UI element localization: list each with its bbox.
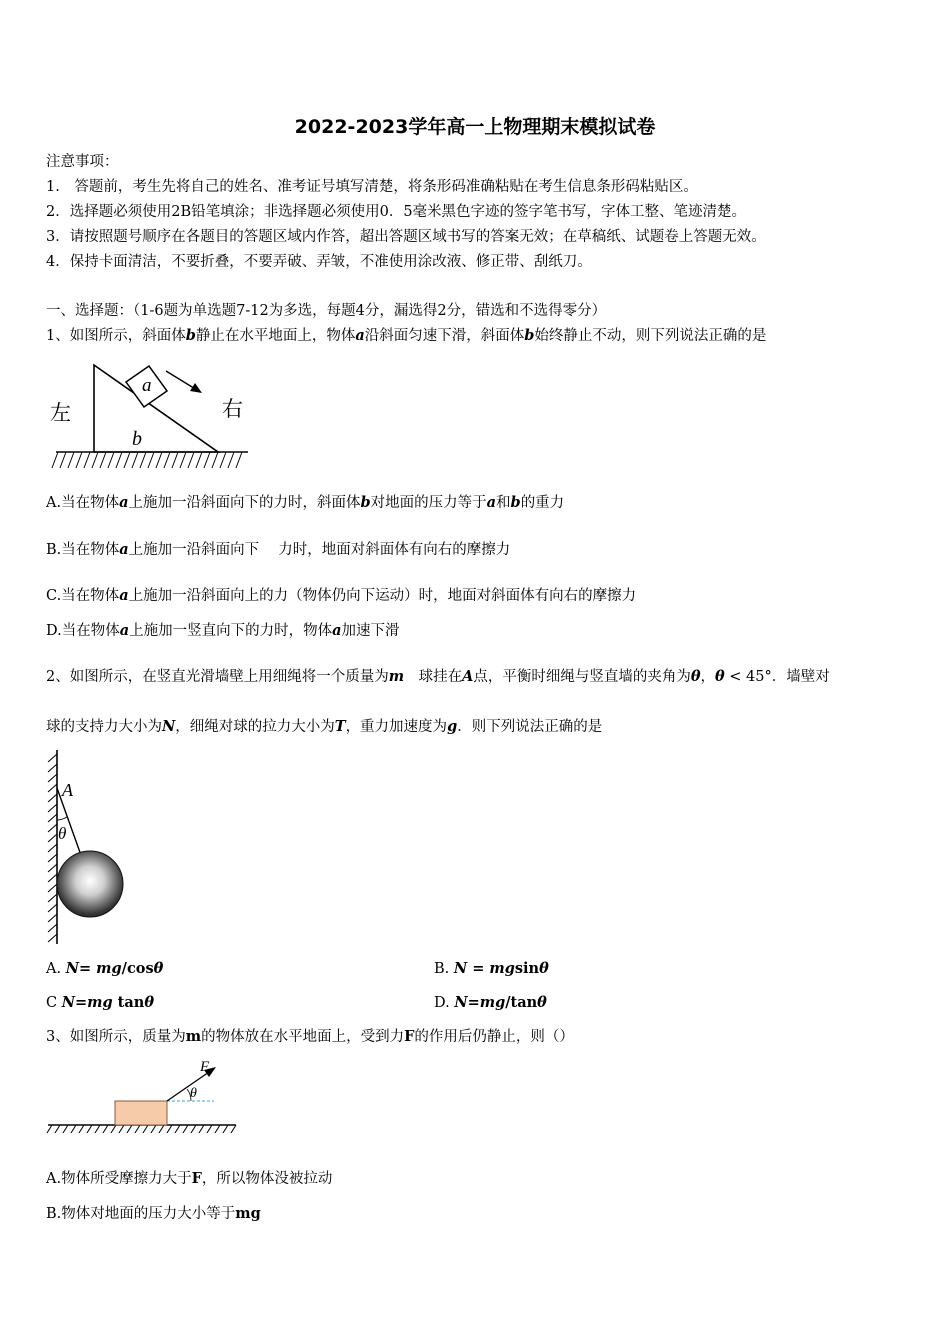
motion-arrow xyxy=(166,371,197,390)
q2-wall-ball-figure xyxy=(40,748,140,948)
q1-option-a: A.当在物体a上施加一沿斜面向下的力时，斜面体b对地面的压力等于a和b的重力 xyxy=(46,494,565,511)
q1-stem: 1、如图所示，斜面体b静止在水平地面上，物体a沿斜面匀速下滑，斜面体b始终静止不动，则下列说法正确的是 xyxy=(46,327,767,344)
force-f-line xyxy=(167,1072,209,1101)
left-label: 左 xyxy=(50,401,71,425)
q3-option-a: A.物体所受摩擦力大于F，所以物体没被拉动 xyxy=(46,1170,333,1187)
notice-item-4: 4．保持卡面清洁，不要折叠，不要弄破、弄皱，不准使用涂改液、修正带、刮纸刀。 xyxy=(46,254,592,270)
q2-stem-line-1: 2、如图所示，在竖直光滑墙壁上用细绳将一个质量为m 球挂在A点，平衡时细绳与竖直墙的夹角为θ，θ < 45°．墙壁对 xyxy=(46,668,830,685)
page-title: 2022-2023学年高一上物理期末模拟试卷 xyxy=(294,116,656,138)
q3-option-b: B.物体对地面的压力大小等于mg xyxy=(46,1205,261,1222)
q2-option-c: C N=mg tanθ xyxy=(46,994,154,1011)
q3-block-force-figure xyxy=(44,1056,244,1138)
q2-option-b: B. N = mgsinθ xyxy=(434,960,549,977)
point-a-label: A xyxy=(62,780,73,800)
angle-arc xyxy=(57,817,67,820)
theta-label: θ xyxy=(58,824,67,843)
motion-arrowhead xyxy=(190,383,202,393)
section-heading: 一、选择题：（1-6题为单选题7-12为多选，每题4分，漏选得2分，错选和不选得零分） xyxy=(46,303,607,319)
q1-incline-figure xyxy=(44,358,254,476)
notice-item-3: 3．请按照题号顺序在各题目的答题区域内作答，超出答题区域书写的答案无效；在草稿纸、试题卷上答题无效。 xyxy=(46,229,766,245)
notice-item-1: 1. 答题前，考生先将自己的姓名、准考证号填写清楚，将条形码准确粘贴在考生信息条形码粘贴区。 xyxy=(46,179,698,195)
right-label: 右 xyxy=(222,397,243,421)
q2-option-a: A. N= mg/cosθ xyxy=(46,960,164,977)
q1-option-b: B.当在物体a上施加一沿斜面向下 力时，地面对斜面体有向右的摩擦力 xyxy=(46,541,511,558)
ground-hatching xyxy=(47,1125,236,1133)
notice-heading: 注意事项： xyxy=(46,154,119,170)
q1-option-d: D.当在物体a上施加一竖直向下的力时，物体a加速下滑 xyxy=(46,622,400,639)
theta-label: θ xyxy=(190,1086,197,1101)
ball xyxy=(57,851,123,917)
q3-stem: 3、如图所示，质量为m的物体放在水平地面上，受到力F的作用后仍静止，则（） xyxy=(46,1028,574,1045)
block xyxy=(115,1101,167,1125)
force-f-label: F xyxy=(200,1059,210,1075)
q2-stem-line-2: 球的支持力大小为N，细绳对球的拉力大小为T，重力加速度为g．则下列说法正确的是 xyxy=(46,718,603,735)
wedge-b-label: b xyxy=(132,428,142,450)
wall-hatching xyxy=(48,754,57,942)
notice-item-2: 2．选择题必须使用2B铅笔填涂；非选择题必须使用0．5毫米黑色字迹的签字笔书写，字体工整、笔迹清楚。 xyxy=(46,204,747,220)
ground-hatching xyxy=(52,452,242,468)
q1-option-c: C.当在物体a上施加一沿斜面向上的力（物体仍向下运动）时，地面对斜面体有向右的摩擦力 xyxy=(46,587,637,604)
q2-option-d: D. N=mg/tanθ xyxy=(434,994,547,1011)
block-a-label: a xyxy=(142,375,152,396)
